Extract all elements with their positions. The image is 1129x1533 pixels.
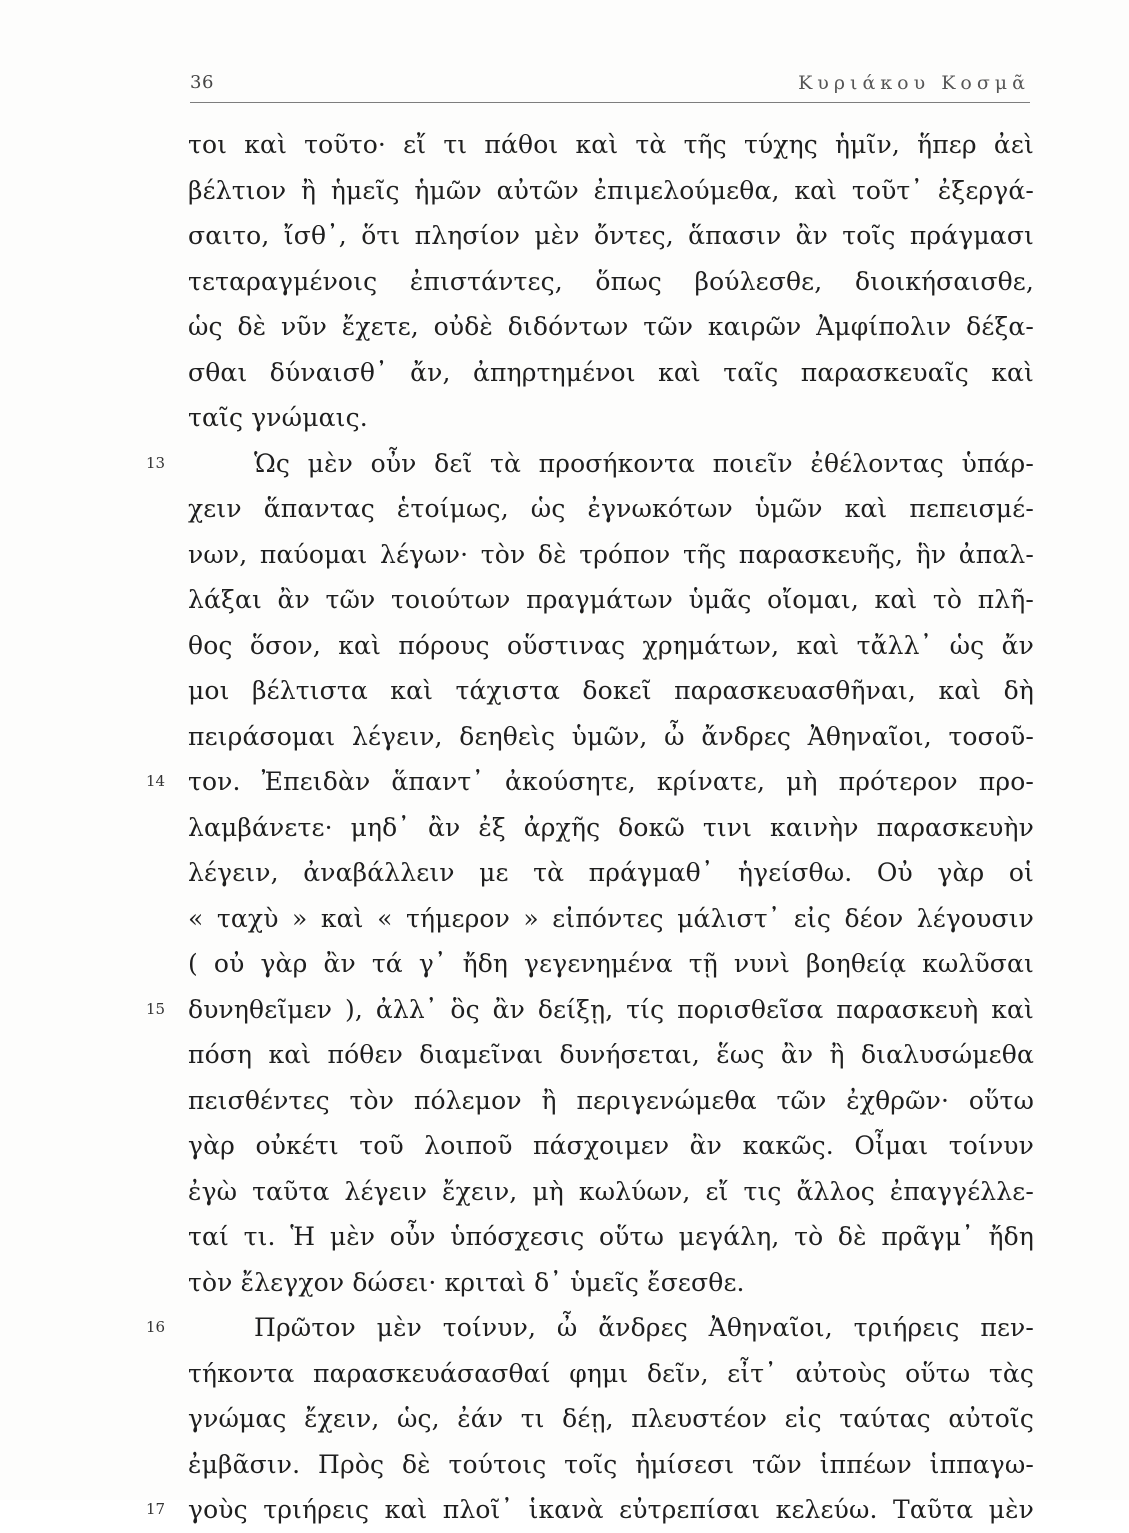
- text-line: [188, 1214, 1034, 1260]
- line-text: ( οὐ γὰρ ἂν τά γ᾽ ἤδη γεγενημένα τῇ νυνὶ βοηθείᾳ κωλῦσαι: [188, 949, 1034, 978]
- line-text: σθαι δύναισθ᾽ ἄν, ἀπηρτημένοι καὶ ταῖς παρασκευαῖς καὶ: [188, 357, 1034, 387]
- section-number: 16: [146, 1318, 166, 1336]
- text-line: [188, 896, 1034, 942]
- text-line: [188, 805, 1034, 851]
- line-text: πειράσομαι λέγειν, δεηθεὶς ὑμῶν, ὦ ἄνδρες Ἀθηναῖοι, τοσοῦ-: [188, 721, 1034, 751]
- text-line: [188, 1351, 1034, 1397]
- text-line: [188, 668, 1034, 714]
- text-line: [188, 1078, 1034, 1124]
- text-line: [188, 850, 1034, 896]
- page-header: [190, 68, 1030, 103]
- text-line: [188, 1396, 1034, 1442]
- text-line: [188, 532, 1034, 578]
- text-line: [188, 395, 1034, 441]
- line-text: Ὡς μὲν οὖν δεῖ τὰ προσήκοντα ποιεῖν ἐθέλοντας ὑπάρ-: [254, 448, 1034, 478]
- line-text: πεισθέντες τὸν πόλεμον ἢ περιγενώμεθα τῶν ἐχθρῶν· οὕτω: [188, 1085, 1034, 1115]
- line-text: γὰρ οὐκέτι τοῦ λοιποῦ πάσχοιμεν ἂν κακῶς. Οἶμαι τοίνυν: [188, 1131, 1034, 1160]
- page-number: 36: [190, 72, 214, 93]
- text-line: [188, 122, 1034, 168]
- text-line: [188, 1123, 1034, 1169]
- text-line: [188, 1032, 1034, 1078]
- text-line: [188, 213, 1034, 259]
- line-text: Πρῶτον μὲν τοίνυν, ὦ ἄνδρες Ἀθηναῖοι, τριήρεις πεν-: [254, 1313, 1034, 1342]
- body-text: [146, 122, 1034, 1533]
- text-line: [188, 714, 1034, 760]
- text-line: [188, 486, 1034, 532]
- text-line: [188, 623, 1034, 669]
- text-line: [188, 1260, 1034, 1306]
- line-text: βέλτιον ἢ ἡμεῖς ἡμῶν αὐτῶν ἐπιμελούμεθα, καὶ τοῦτ᾽ ἐξεργά-: [188, 175, 1034, 205]
- text-line: [188, 350, 1034, 396]
- line-text: ταῖς γνώμαις.: [188, 403, 368, 432]
- line-text: δυνηθεῖμεν ), ἀλλ᾽ ὃς ἂν δείξῃ, τίς πορισθεῖσα παρασκευὴ καὶ: [188, 994, 1034, 1024]
- text-line: [146, 1487, 1034, 1533]
- text-line: [188, 577, 1034, 623]
- section-number: 15: [146, 999, 166, 1018]
- line-text: πόση καὶ πόθεν διαμεῖναι δυνήσεται, ἕως ἂν ἢ διαλυσώμεθα: [188, 1040, 1034, 1069]
- text-line: [188, 168, 1034, 214]
- section-number: 13: [146, 453, 166, 472]
- line-text: μοι βέλτιστα καὶ τάχιστα δοκεῖ παρασκευασθῆναι, καὶ δὴ: [188, 676, 1034, 705]
- line-text: τὸν ἔλεγχον δώσει· κριταὶ δ᾽ ὑμεῖς ἔσεσθε.: [188, 1267, 745, 1297]
- line-text: γοὺς τριήρεις καὶ πλοῖ᾽ ἱκανὰ εὐτρεπίσαι κελεύω. Ταῦτα μὲν: [188, 1495, 1034, 1524]
- text-line: [146, 1305, 1034, 1351]
- line-text: ὡς δὲ νῦν ἔχετε, οὐδὲ διδόντων τῶν καιρῶν Ἀμφίπολιν δέξα-: [188, 312, 1034, 341]
- text-line: [146, 441, 1034, 487]
- text-line: [188, 259, 1034, 305]
- text-line: [188, 1442, 1034, 1488]
- line-text: τεταραγμένοις ἐπιστάντες, ὅπως βούλεσθε, διοικήσαισθε,: [188, 266, 1034, 296]
- line-text: τοι καὶ τοῦτο· εἴ τι πάθοι καὶ τὰ τῆς τύχης ἡμῖν, ἥπερ ἀεὶ: [188, 130, 1034, 159]
- text-line: [146, 759, 1034, 805]
- text-line: [146, 987, 1034, 1033]
- line-text: « ταχὺ » καὶ « τήμερον » εἰπόντες μάλιστ᾽ εἰς δέον λέγουσιν: [188, 903, 1034, 933]
- line-text: τήκοντα παρασκευάσασθαί φημι δεῖν, εἶτ᾽ αὐτοὺς οὕτω τὰς: [188, 1358, 1034, 1388]
- text-line: [188, 304, 1034, 350]
- line-text: λέγειν, ἀναβάλλειν με τὰ πράγμαθ᾽ ἡγείσθω. Οὐ γὰρ οἱ: [188, 858, 1034, 887]
- line-text: ἐμβᾶσιν. Πρὸς δὲ τούτοις τοῖς ἡμίσεσι τῶν ἱππέων ἱππαγω-: [188, 1449, 1034, 1479]
- line-text: νων, παύομαι λέγων· τὸν δὲ τρόπον τῆς παρασκευῆς, ἣν ἀπαλ-: [188, 539, 1034, 569]
- text-line: [188, 1169, 1034, 1215]
- running-head: Κυριάκου Κοσμᾶ: [798, 72, 1030, 94]
- line-text: λάξαι ἂν τῶν τοιούτων πραγμάτων ὑμᾶς οἴομαι, καὶ τὸ πλῆ-: [188, 585, 1034, 614]
- text-line: [188, 941, 1034, 987]
- line-text: ἐγὼ ταῦτα λέγειν ἔχειν, μὴ κωλύων, εἴ τις ἄλλος ἐπαγγέλλε-: [188, 1176, 1034, 1206]
- line-text: τον. Ἐπειδὰν ἅπαντ᾽ ἀκούσητε, κρίνατε, μὴ πρότερον προ-: [188, 767, 1034, 796]
- line-text: σαιτο, ἴσθ᾽, ὅτι πλησίον μὲν ὄντες, ἅπασιν ἂν τοῖς πράγμασι: [188, 221, 1034, 250]
- line-text: γνώμας ἔχειν, ὡς, ἐάν τι δέῃ, πλευστέον εἰς ταύτας αὐτοῖς: [188, 1404, 1034, 1433]
- line-text: λαμβάνετε· μηδ᾽ ἂν ἐξ ἀρχῆς δοκῶ τινι καινὴν παρασκευὴν: [188, 812, 1034, 842]
- line-text: θος ὅσον, καὶ πόρους οὕστινας χρημάτων, καὶ τἄλλ᾽ ὡς ἄν: [188, 630, 1034, 660]
- line-text: ταί τι. Ἡ μὲν οὖν ὑπόσχεσις οὕτω μεγάλη, τὸ δὲ πρᾶγμ᾽ ἤδη: [188, 1222, 1034, 1251]
- section-number: 17: [146, 1500, 166, 1518]
- line-text: χειν ἅπαντας ἑτοίμως, ὡς ἐγνωκότων ὑμῶν καὶ πεπεισμέ-: [188, 494, 1034, 523]
- section-number: 14: [146, 772, 166, 790]
